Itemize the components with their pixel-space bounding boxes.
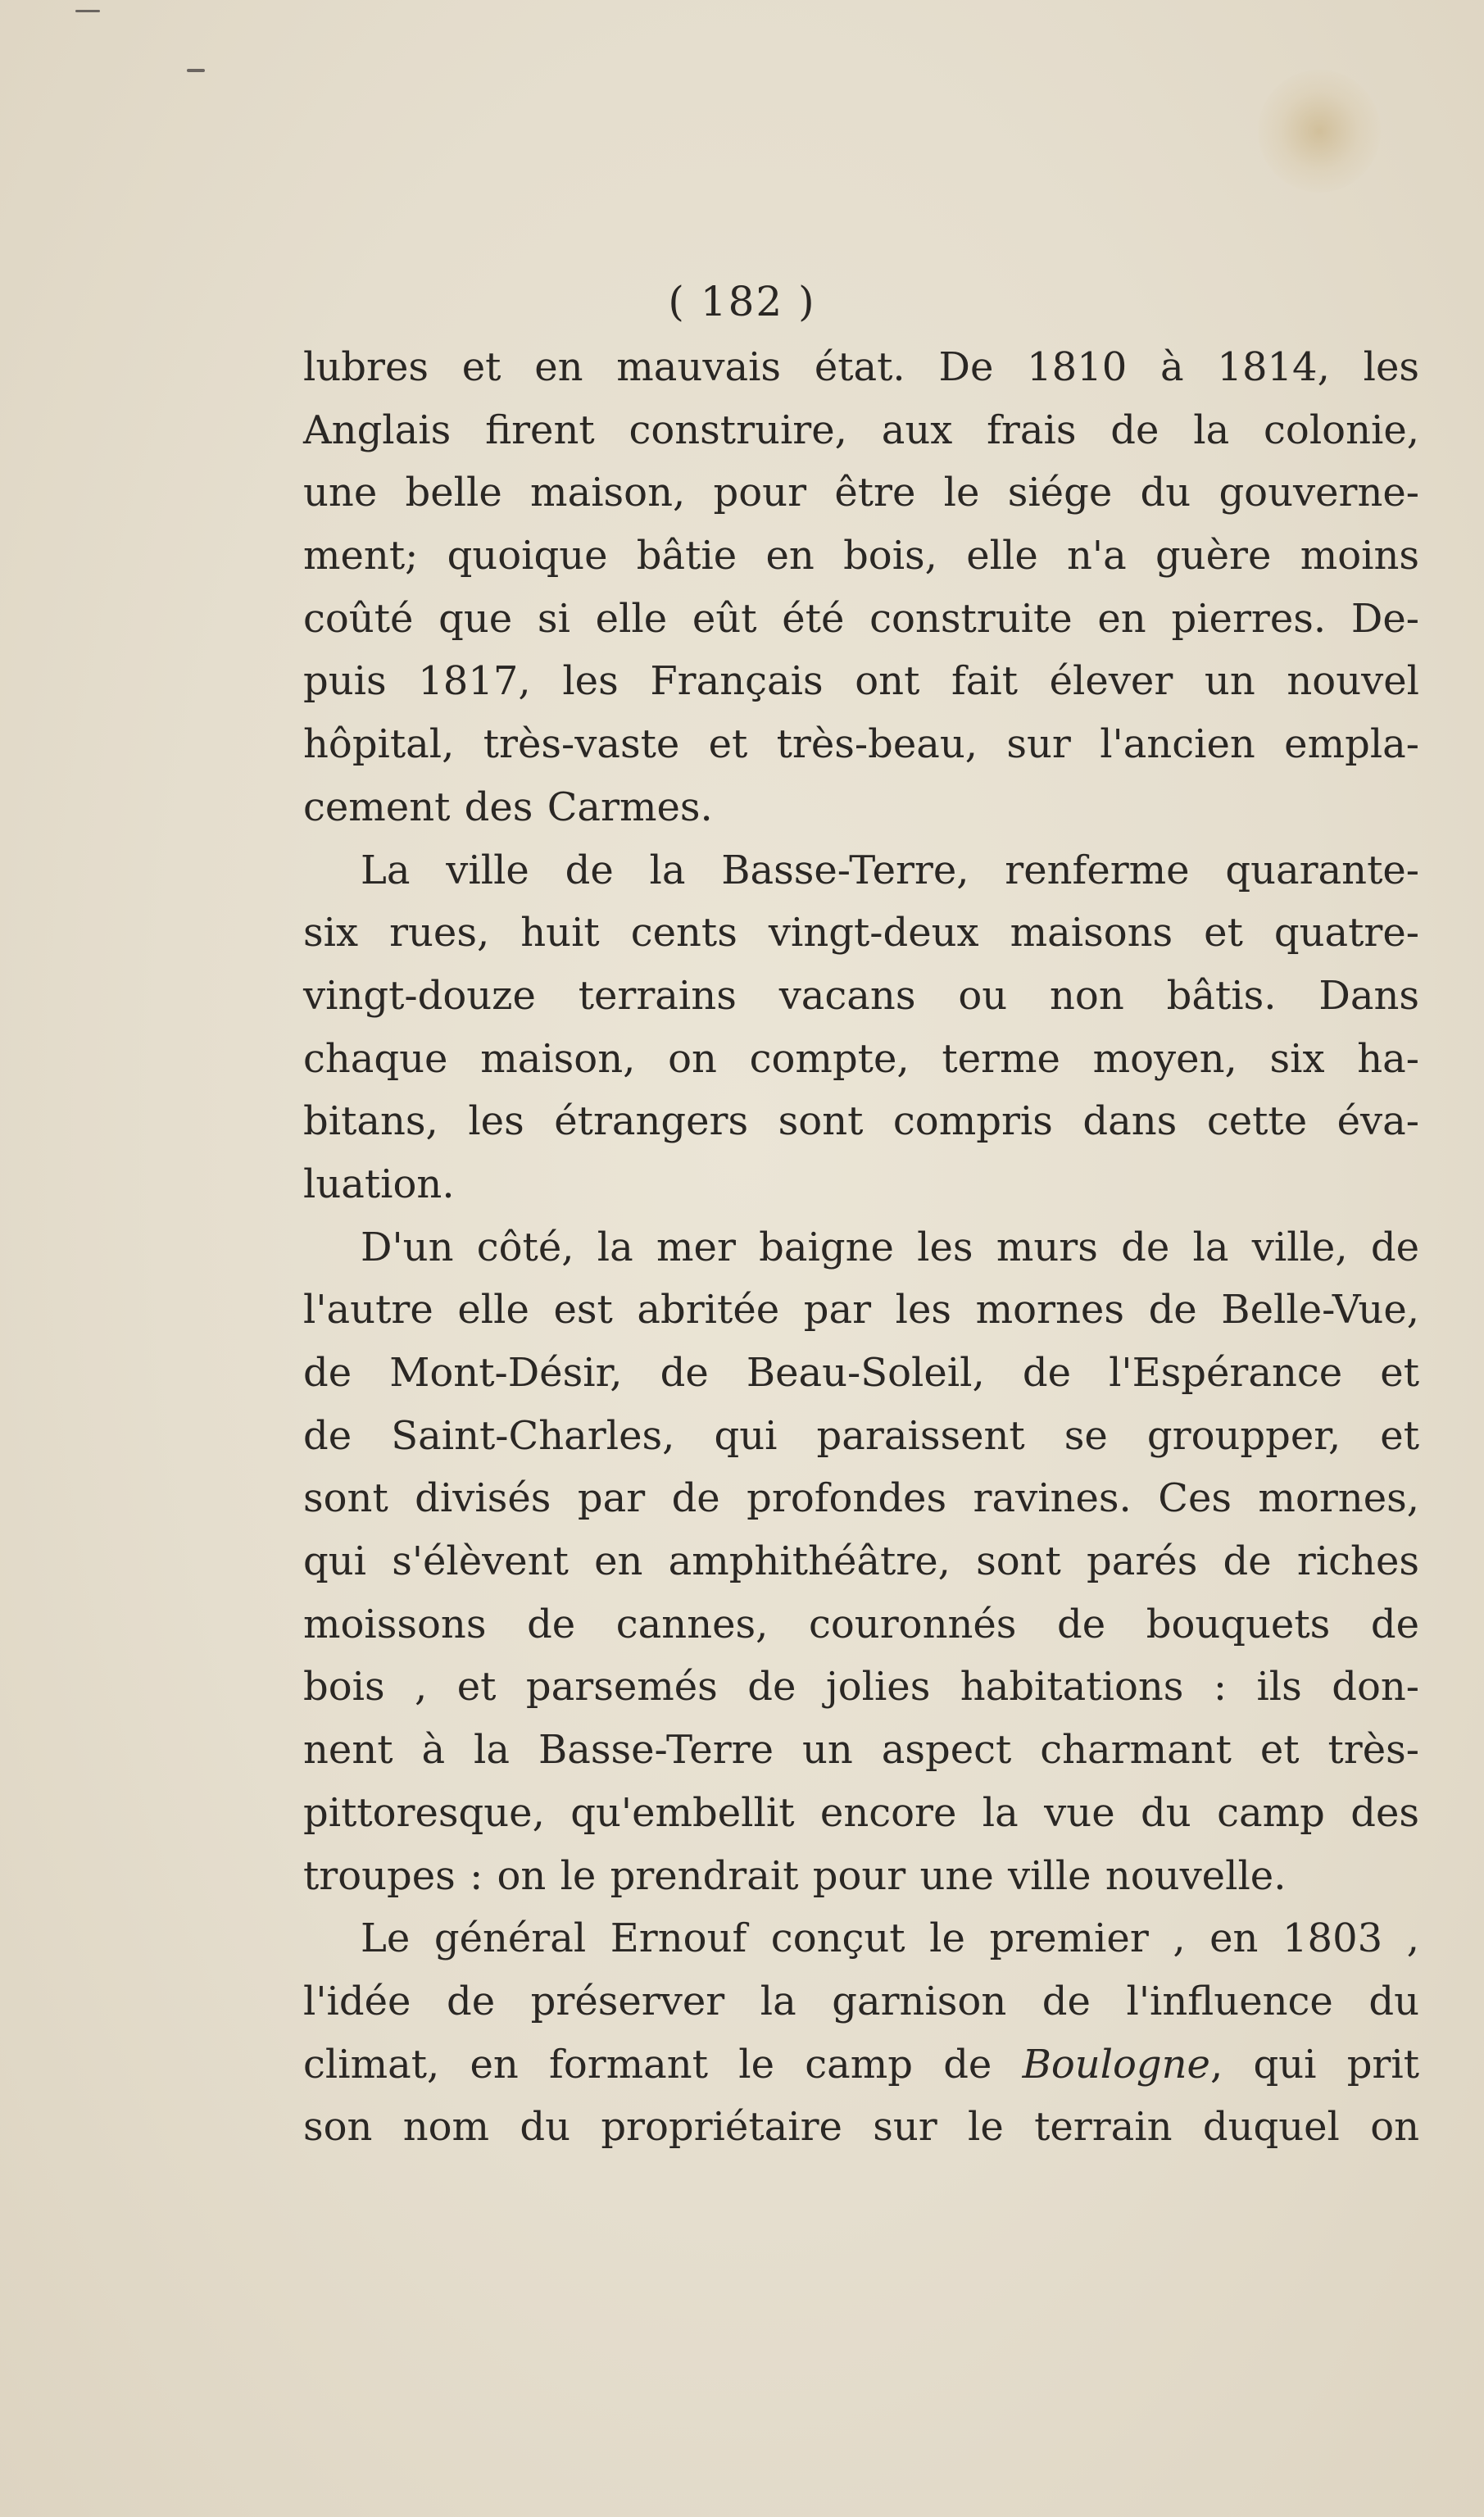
text-line: lubres et en mauvais état. De 1810 à 1814, les [303, 344, 1419, 390]
text-line: ment; quoique bâtie en bois, elle n'a guère moins [303, 533, 1419, 579]
page-number: ( 182 ) [668, 278, 816, 325]
text-line: bitans, les étrangers sont compris dans cette éva- [303, 1098, 1419, 1145]
text-line: cement des Carmes. [303, 784, 713, 830]
text-line: hôpital, très-vaste et très-beau, sur l'ancien empla- [303, 721, 1419, 768]
text-line: Anglais firent construire, aux frais de la colonie, [303, 407, 1419, 453]
text-run: climat, en formant le camp de [303, 2041, 1023, 2088]
text-line: sont divisés par de profondes ravines. Ces mornes, [303, 1475, 1419, 1522]
text-line-with-italic [303, 2033, 1419, 2097]
text-line: qui s'élèvent en amphithéâtre, sont parés de riches [303, 1538, 1419, 1585]
text-line: bois , et parsemés de jolies habitations : ils don- [303, 1664, 1419, 1711]
text-line: six rues, huit cents vingt-deux maisons et quatre- [303, 910, 1419, 956]
text-line: troupes : on le prendrait pour une ville nouvelle. [303, 1852, 1287, 1899]
text-run: , qui prit [1209, 2041, 1419, 2088]
text-line: moissons de cannes, couronnés de bouquets de [303, 1601, 1419, 1647]
paper-stain [1258, 70, 1381, 193]
text-line: une belle maison, pour être le siége du gouverne- [303, 470, 1419, 516]
text-line: de Mont-Désir, de Beau-Soleil, de l'Espérance et [303, 1350, 1419, 1396]
paragraph-first-line: D'un côté, la mer baigne les murs de la ville, de [361, 1224, 1419, 1270]
text-line: vingt-douze terrains vacans ou non bâtis. Dans [303, 972, 1419, 1019]
text-line: luation. [303, 1161, 455, 1207]
text-line: l'autre elle est abritée par les mornes de Belle-Vue, [303, 1287, 1419, 1333]
ink-speck [187, 69, 205, 72]
text-line: l'idée de préserver la garnison de l'influence du [303, 1978, 1419, 2024]
paragraph-first-line: La ville de la Basse-Terre, renferme quarante- [361, 847, 1419, 893]
italic-place-name: Boulogne [1022, 2041, 1210, 2088]
text-line: coûté que si elle eût été construite en pierres. De- [303, 595, 1419, 642]
text-line: de Saint-Charles, qui paraissent se groupper, et [303, 1412, 1419, 1459]
text-line: son nom du propriétaire sur le terrain duquel on [303, 2104, 1419, 2151]
ink-speck [75, 10, 100, 12]
text-line: puis 1817, les Français ont fait élever un nouvel [303, 658, 1419, 705]
text-line: pittoresque, qu'embellit encore la vue du camp des [303, 1789, 1419, 1836]
text-line: chaque maison, on compte, terme moyen, six ha- [303, 1035, 1419, 1082]
body-text [303, 336, 1419, 2159]
text-line: nent à la Basse-Terre un aspect charmant et très- [303, 1727, 1419, 1774]
paragraph-first-line: Le général Ernouf conçut le premier , en 1803 , [361, 1915, 1419, 1962]
